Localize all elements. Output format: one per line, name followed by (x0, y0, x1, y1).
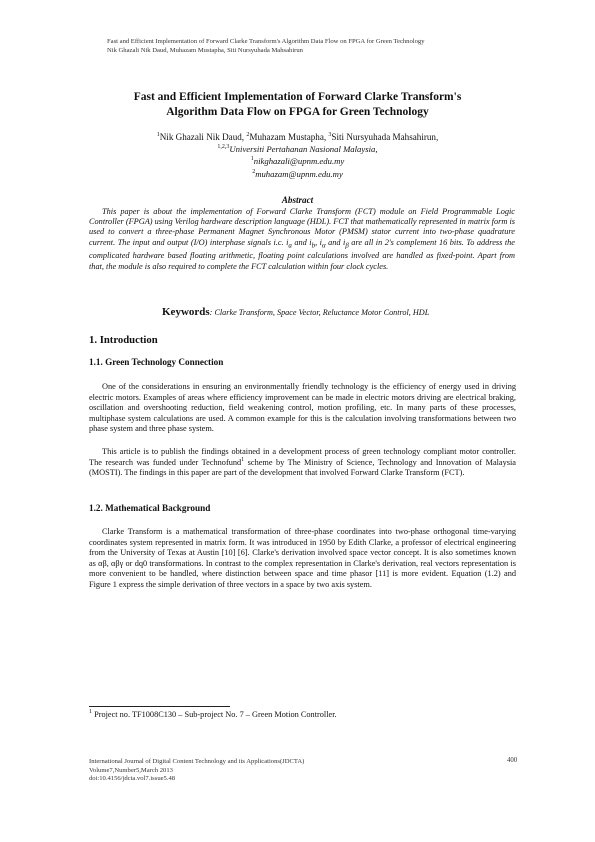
author-1: Nik Ghazali Nik Daud, (159, 132, 247, 142)
page-number: 400 (507, 757, 518, 764)
keywords-label: Keywords (162, 306, 210, 318)
journal-doi: doi:10.4156/jdcta.vol7.issue5.48 (89, 775, 176, 783)
affiliation-marker: 1,2,3 (217, 144, 230, 151)
section-heading-introduction: 1. Introduction (89, 334, 158, 346)
subscript-a: a (288, 242, 292, 250)
paragraph-green-technology-2 (89, 447, 516, 479)
footnote-divider (89, 706, 230, 707)
subscript-b: b (311, 242, 316, 250)
subsection-heading-mathematical-background: 1.2. Mathematical Background (89, 503, 211, 513)
abstract-body (89, 207, 515, 272)
author-3-marker: 3 (328, 131, 332, 138)
affiliation (80, 144, 515, 155)
journal-volume: Volume7,Number5,March 2013 (89, 766, 173, 774)
footnote (89, 710, 337, 719)
paragraph-green-technology-1: One of the considerations in ensuring an environmentally friendly technology is the efficiency of energy used in driving electric motors. Examples of areas where efficiency improvement can be made in electric motors driving are electrical braking, oscillation and overshooting reduction, field weakening control, motion profiling, etc. In many parts of these processes, multiphase system calculations are used. A common example for this is the calculation involving transformations between two phase system and three phase system. (89, 382, 516, 434)
abstract-text-start: This paper is about the implementation of Forward Clarke Transform (FCT) module on Field Programmable Logic Controller (FPGA) using Verilog hardware description language (HDL). FCT that mathematically represented in matrix form is used to convert a three-phase Permanent Magnet Synchronous Motor (PMSM) stator current into two-phase quadrature current. The input and output (I/O) interphase signals i.c. i (89, 207, 515, 247)
abstract-text-4: and i (325, 237, 346, 247)
journal-footer (89, 758, 304, 784)
subscript-beta: β (345, 242, 349, 250)
abstract-heading: Abstract (281, 195, 314, 205)
running-header (107, 38, 527, 55)
email-1 (80, 156, 515, 167)
author-2-marker: 2 (246, 131, 250, 138)
keywords (162, 306, 522, 318)
email-2-address: muhazam@upnm.edu.my (255, 169, 343, 179)
email-1-address: nikghazali@upnm.edu.my (253, 156, 345, 166)
abstract-text-2: and i (291, 237, 312, 247)
journal-name: International Journal of Digital Content Technology and its Applications(JDCTA) (89, 758, 305, 765)
running-header-title: Fast and Efficient Implementation of Forward Clarke Transform's Algorithm Data Flow on FPGA for Green Technology (107, 38, 425, 45)
author-list (80, 131, 515, 143)
author-1-marker: 1 (156, 131, 160, 138)
email-1-marker: 1 (250, 156, 254, 163)
footnote-marker: 1 (241, 456, 245, 463)
subsection-heading-green-technology: 1.1. Green Technology Connection (89, 357, 224, 367)
paper-title-line-2: Algorithm Data Flow on FPGA for Green Technology (166, 105, 429, 118)
email-2 (80, 169, 515, 180)
email-2-marker: 2 (252, 169, 256, 176)
affiliation-text: Universiti Pertahanan Nasional Malaysia, (229, 144, 378, 154)
subscript-alpha: α (321, 242, 326, 250)
abstract-text-end: are all in 2's complement 16 bits. To address the complicated hardware based floating arithmetic, floating point calculations involved are handled as fixed-point. Apart from that, the module is also required to complete the FCT calculation within four clock cycles. (89, 237, 515, 271)
paragraph-text: scheme by The Ministry of Science, Technology and Innovation of Malaysia (MOSTI). The findings in this paper are part of the development that involved Forward Clarke Transform (FCT). (89, 457, 516, 478)
abstract-text-3: , i (315, 237, 322, 247)
footnote-text: Project no. TF1008C130 – Sub-project No. 7 – Green Motion Controller. (92, 710, 337, 719)
paper-title-line-1: Fast and Efficient Implementation of Forward Clarke Transform's (133, 91, 462, 103)
author-2: Muhazam Mustapha, (249, 132, 329, 142)
paragraph-text: This article is to publish the findings obtained in a development process of green technology compliant motor controller. The research was funded under Technofund (89, 447, 516, 467)
footnote-number: 1 (89, 709, 92, 716)
running-header-authors: Nik Ghazali Nik Daud, Muhazam Mustapha, Siti Nursyuhada Mahsahirun (107, 46, 303, 54)
paper-title (80, 90, 515, 119)
paragraph-mathematical-background: Clarke Transform is a mathematical transformation of three-phase coordinates into two-phase orthogonal time-varying coordinates system represented in matrix form. It was introduced in 1950 by Edith Clarke, a professor of electrical engineering from the University of Texas at Austin [10] [6]. Clarke's derivation involved space vector concept. It is also sometimes known as αβ, αβγ or dq0 transformations. In contrast to the complex representation in Clarke's derivation, real vectors representation is more convenient to be handled, where distinction between space and time phasor [11] is more evident. Equation (1.2) and Figure 1 express the simple derivation of three vectors in a space by two axis system. (89, 527, 516, 589)
author-3: Siti Nursyuhada Mahsahirun, (331, 132, 439, 142)
keywords-text: : Clarke Transform, Space Vector, Reluctance Motor Control, HDL (209, 308, 430, 317)
